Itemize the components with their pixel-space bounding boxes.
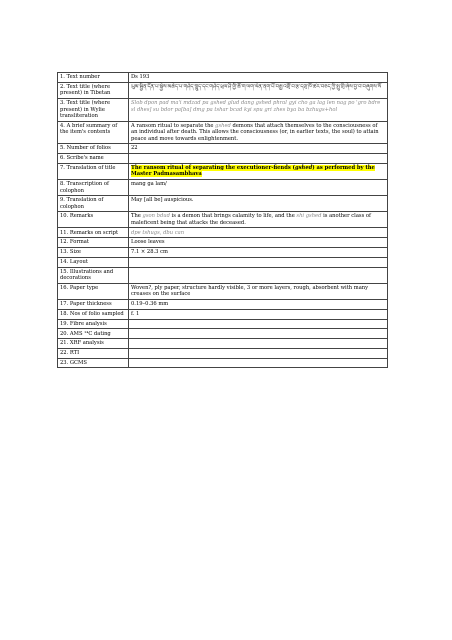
table-row (58, 257, 388, 267)
table-row (58, 299, 388, 309)
row-label: 22. RTI (58, 348, 129, 358)
remarks-term: gson bdud (142, 213, 170, 220)
paper-thickness-value: 0.19–0.36 mm (129, 299, 388, 309)
scribe-value (129, 153, 388, 163)
row-label: 23. GCMS (58, 358, 129, 368)
paper-type-value: Woven?, ply paper, structure hardly visible, 3 or more layers, rough, absorbent with many creases on the surface (129, 283, 388, 299)
xrf-analysis-value (129, 339, 388, 349)
row-label: 4. A brief summary of the item's contents (58, 121, 129, 144)
row-label: 14. Layout (58, 257, 129, 267)
table-row (58, 339, 388, 349)
colophon-translation-value: May [all be] auspicious. (129, 196, 388, 212)
highlighted-translation (131, 165, 375, 177)
format-value: Loose leaves (129, 238, 388, 248)
remarks-value (129, 212, 388, 228)
script-remarks-value: dpe tshugs, dbu can (129, 228, 388, 238)
row-label: 1. Text number (58, 73, 129, 83)
row-label: 17. Paper thickness (58, 299, 129, 309)
colophon-value: mang ga lam/ (129, 179, 388, 195)
row-label: 5. Number of folios (58, 144, 129, 154)
folio-sampled-value: f. 1 (129, 309, 388, 319)
table-row (58, 238, 388, 248)
wylie-title-value: Slob dpon pad ma'i mdzad pa gshed glud dang gshed phral gyi cho ga lag len nag po 'gro bdre sl dhes] su bdor pa[ba] dmg pa tshar bcad kyi spu gri zhes bya ba bzhugs+hol (129, 98, 388, 121)
row-label: 12. Format (58, 238, 129, 248)
summary-term: gshed (215, 122, 231, 129)
row-label: 13. Size (58, 248, 129, 258)
translation-text: The ransom ritual of separating the executioner-fiends ( (131, 164, 295, 171)
row-label: 15. Illustrations and decorations (58, 267, 129, 283)
row-label: 16. Paper type (58, 283, 129, 299)
table-row (58, 179, 388, 195)
row-label: 7. Translation of title (58, 163, 129, 179)
layout-value (129, 257, 388, 267)
remarks-text-mid: is a demon that brings calamity to life, and the (169, 213, 297, 220)
text-number-value: Ds 193 (129, 73, 388, 83)
title-translation-value (129, 163, 388, 179)
summary-text: A ransom ritual to separate the (131, 122, 216, 129)
row-label: 11. Remarks on script (58, 228, 129, 238)
table-row (58, 358, 388, 368)
row-label: 8. Transcription of colophon (58, 179, 129, 195)
table-row (58, 163, 388, 179)
row-label: 10. Remarks (58, 212, 129, 228)
table-row (58, 283, 388, 299)
size-value: 7.1 × 28.3 cm (129, 248, 388, 258)
table-row (58, 82, 388, 98)
table-row (58, 309, 388, 319)
table-row (58, 228, 388, 238)
ams-dating-value (129, 329, 388, 339)
table-row (58, 196, 388, 212)
row-label: 20. AMS ¹⁴C dating (58, 329, 129, 339)
table-row (58, 319, 388, 329)
translation-term: gshed (295, 164, 313, 171)
remarks-term-2: shi gshed (296, 213, 322, 220)
summary-value (129, 121, 388, 144)
row-label: 21. XRF analysis (58, 339, 129, 349)
translation-text-end: ) as performed by the Master Padmasambhava (131, 164, 375, 178)
summary-text-end: demons that attach themselves to the consciousness of an individual after death. This allows the consciousness (or, in earlier texts, the soul) to attain peace and move towards enlightenment. (131, 122, 379, 142)
table-row (58, 121, 388, 144)
row-label: 19. Fibre analysis (58, 319, 129, 329)
table-row (58, 73, 388, 83)
row-label: 9. Translation of colophon (58, 196, 129, 212)
rti-value (129, 348, 388, 358)
table-row (58, 348, 388, 358)
table-row (58, 248, 388, 258)
row-label: 18. Nos of folio sampled (58, 309, 129, 319)
gcms-value (129, 358, 388, 368)
table-row (58, 267, 388, 283)
row-label: 3. Text title (where present) in Wylie transliteration (58, 98, 129, 121)
table-row (58, 153, 388, 163)
table-row (58, 98, 388, 121)
tibetan-title-value: ཡུམ་སྦྱིན་དོན་པ་སྐྱེས་མཆེད་པ་གཤེད་གླུད་དང་གཤེད་ཕྲལ་ཤི་གྱི་ཆོ་ག་ལག་ལེན་ནག་པོ་བརྒྱ་འགྲོ་བ་རྩ་དགྲ་ཁོ་ཚར་བཅད་ཀྱི་སྤུ་གྲི་ཞེས་བྱ་བ་བཞུགས་སོ (129, 82, 388, 98)
metadata-table (57, 72, 388, 368)
remarks-text: The (131, 213, 143, 220)
table-row (58, 212, 388, 228)
remarks-text-end: is another class of maleficent being that attacks the deceased. (131, 213, 371, 226)
fibre-analysis-value (129, 319, 388, 329)
row-label: 6. Scribe's name (58, 153, 129, 163)
row-label: 2. Text title (where present) in Tibetan (58, 82, 129, 98)
folio-count-value: 22 (129, 144, 388, 154)
table-row (58, 144, 388, 154)
table-row (58, 329, 388, 339)
illustrations-value (129, 267, 388, 283)
